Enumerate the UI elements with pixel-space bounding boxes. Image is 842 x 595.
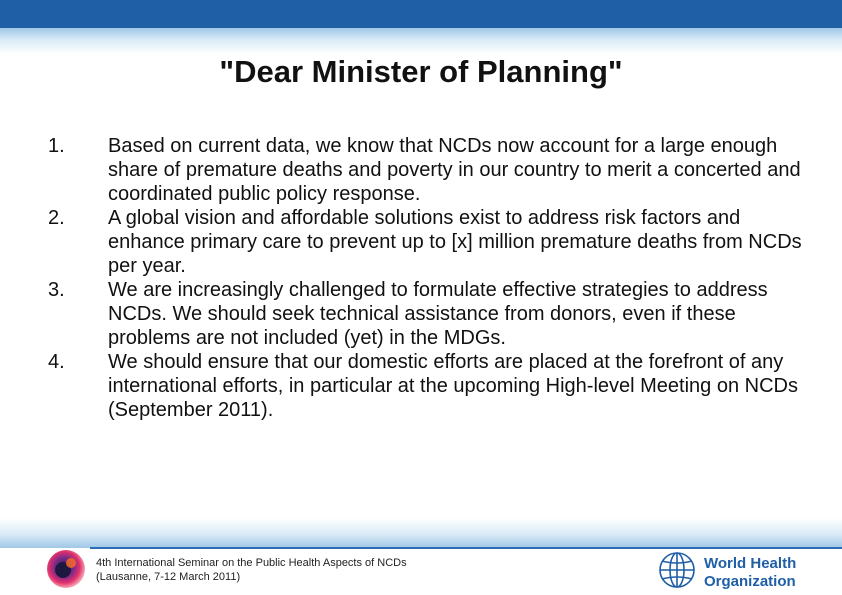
list-item bbox=[48, 350, 818, 422]
list-item-number: 4. bbox=[48, 351, 65, 373]
list-item-text: A global vision and affordable solutions exist to address risk factors and enhance primary care to prevent up to [x] million premature deaths from NCDs per year. bbox=[108, 207, 802, 277]
footer-text bbox=[96, 556, 407, 584]
footer-line-1: 4th International Seminar on the Public Health Aspects of NCDs bbox=[96, 557, 407, 569]
who-logo-icon bbox=[656, 549, 816, 591]
list-item-text: We are increasingly challenged to formulate effective strategies to address NCDs. We should seek technical assistance from donors, even if these problems are not included (yet) in the MDGs. bbox=[108, 279, 768, 349]
top-gradient-band bbox=[0, 28, 842, 54]
seminar-logo-icon bbox=[46, 549, 86, 589]
top-bar bbox=[0, 0, 842, 28]
list-item-number: 3. bbox=[48, 279, 65, 301]
list-item bbox=[48, 134, 818, 206]
list-item-number: 2. bbox=[48, 207, 65, 229]
slide-title: "Dear Minister of Planning" bbox=[219, 54, 623, 89]
who-logo-word-1: World Health bbox=[704, 555, 797, 572]
who-logo-word-2: Organization bbox=[704, 573, 796, 590]
list-item-number: 1. bbox=[48, 135, 65, 157]
list-item bbox=[48, 278, 818, 350]
list-item-text: Based on current data, we know that NCDs now account for a large enough share of premature deaths and poverty in our country to merit a concerted and coordinated public policy response. bbox=[108, 135, 801, 205]
numbered-list bbox=[48, 134, 818, 422]
list-item bbox=[48, 206, 818, 278]
bottom-gradient-band bbox=[0, 518, 842, 548]
footer-line-2: (Lausanne, 7-12 March 2011) bbox=[96, 571, 241, 583]
list-item-text: We should ensure that our domestic efforts are placed at the forefront of any international efforts, in particular at the upcoming High-level Meeting on NCDs (September 2011). bbox=[108, 351, 798, 421]
